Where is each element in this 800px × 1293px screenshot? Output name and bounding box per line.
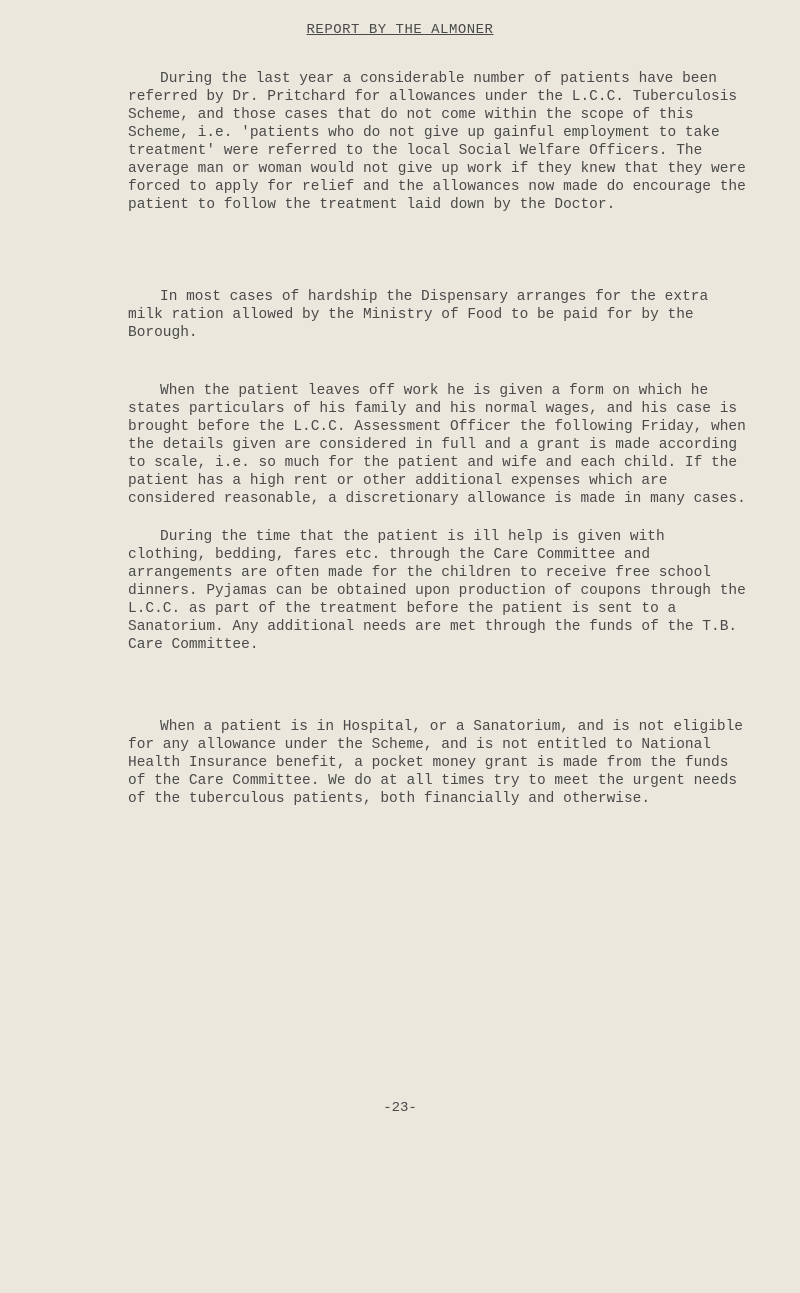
report-title: REPORT BY THE ALMONER [306,22,494,38]
paragraph-care-committee: During the time that the patient is ill help is given with clothing, bedding, fares etc. through the Care Committee and arrangements are often made for the children to receive free school dinners. Pyjamas can be obtained upon production of coupons through the L.C.C. as part of the treatment before the patient is sent to a Sanatorium. Any additional needs are met through the funds of the T.B. Care Committee. [128,529,746,653]
paragraph-assessment: When the patient leaves off work he is given a form on which he states particulars of his family and his normal wages, and his case is brought before the L.C.C. Assessment Officer the following Friday, when the details given are considered in full and a grant is made according to scale, i.e. so much for the patient and wife and each child. If the patient has a high rent or other additional expenses which are considered reasonable, a discretionary allowance is made in many cases. [128,383,746,507]
page-number: -23- [383,1100,417,1116]
paragraph-milk-ration: In most cases of hardship the Dispensary arranges for the extra milk ration allowed by the Ministry of Food to be paid for by the Borough. [128,289,709,341]
paragraph-allowances: During the last year a considerable number of patients have been referred by Dr. Pritchard for allowances under the L.C.C. Tuberculosis Scheme, and those cases that do not come within the scope of this Scheme, i.e. 'patients who do not give up gainful employment to take treatment' were referred to the local Social Welfare Officers. The average man or woman would not give up work if they knew that they were forced to apply for relief and the allowances now made do encourage the patient to follow the treatment laid down by the Doctor. [128,71,746,213]
paragraph-pocket-money: When a patient is in Hospital, or a Sanatorium, and is not eligible for any allowance under the Scheme, and is not entitled to National Health Insurance benefit, a pocket money grant is made from the funds of the Care Committee. We do at all times try to meet the urgent needs of the tuberculous patients, both financially and otherwise. [128,719,743,807]
